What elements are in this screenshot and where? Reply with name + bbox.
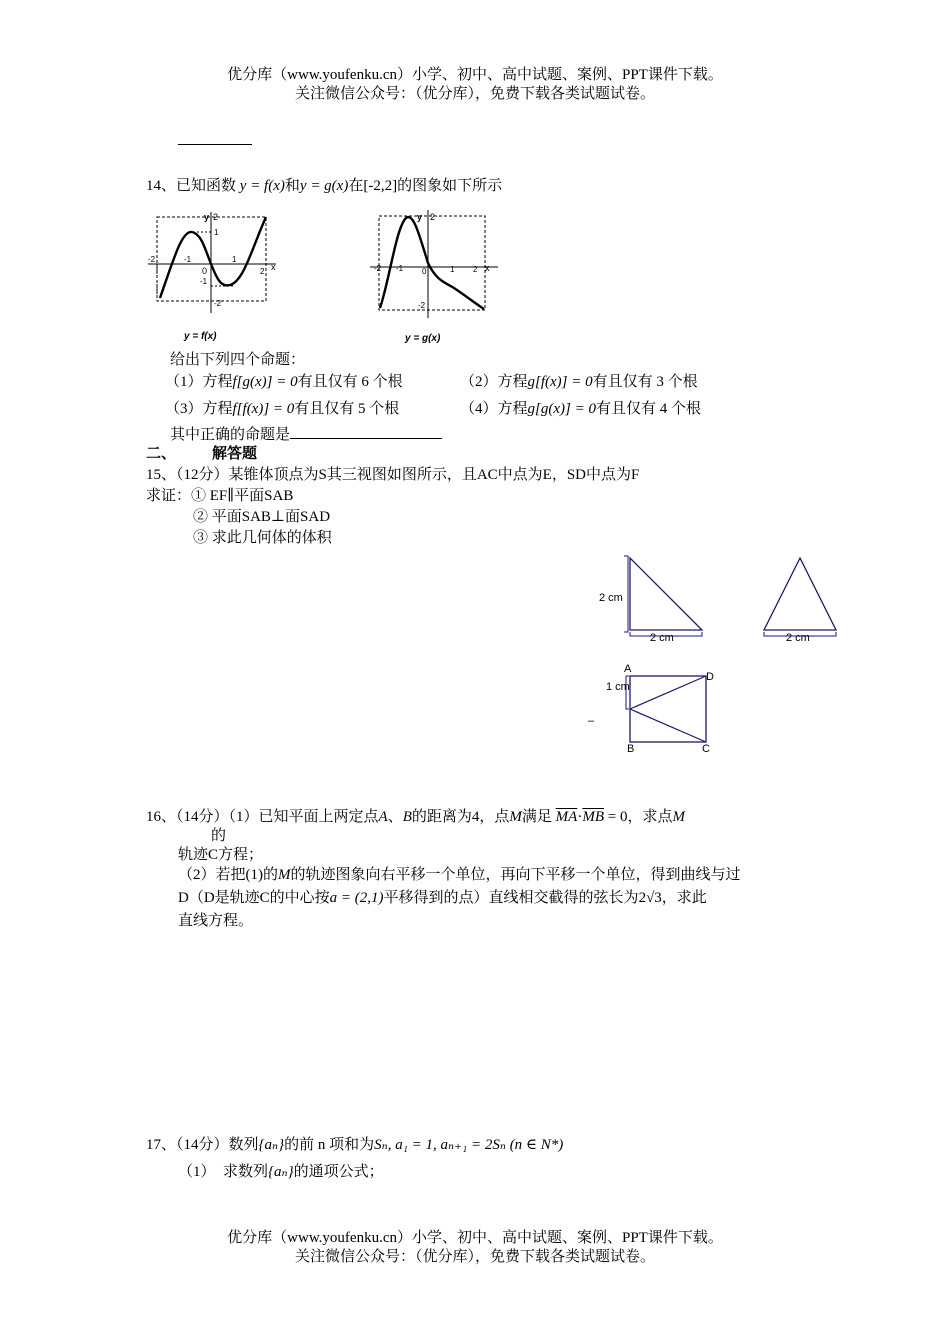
- graph-f-caption: y = f(x): [184, 331, 217, 342]
- top-view-label-a: A: [624, 663, 632, 675]
- section-2-heading: [146, 444, 257, 464]
- q16-line-2: 轨迹C方程；: [178, 847, 264, 863]
- top-view-label-c: C: [702, 743, 710, 755]
- front-view-height-label: 2 cm: [599, 592, 623, 604]
- graph-g-tick-xm1: -1: [396, 264, 404, 273]
- footer-line-2: 关注微信公众号：（优分库），免费下载各类试题试卷。: [294, 1249, 655, 1265]
- q14-prop-1-tail: 有且仅有 6 个根: [297, 374, 403, 390]
- q17-line-2: [178, 1162, 384, 1182]
- q14-prop-4: [460, 399, 701, 419]
- graph-f-tick-ym2: -2: [214, 299, 222, 308]
- top-view-label-d: D: [706, 671, 714, 683]
- top-view-square: [630, 676, 706, 742]
- q16-line-1: [146, 807, 685, 827]
- section-2-num: 二、: [146, 446, 177, 462]
- q16-point-b: B: [402, 809, 412, 825]
- q17-line-2a: （1） 求数列: [178, 1164, 269, 1180]
- graph-g-tick-x2: 2: [473, 265, 478, 274]
- q15-line-2: 求证：① EF∥平面SAB: [146, 488, 294, 504]
- q16-line-3b: 的轨迹图象向右平移一个单位，再向下平移一个单位，得到曲线与过: [290, 867, 741, 883]
- q17-condition: Sₙ, a₁ = 1, aₙ₊₁ = 2Sₙ (n ∈ N*): [374, 1137, 564, 1153]
- q16-line-3: [178, 865, 741, 885]
- q14-prop-2-expr: g[f(x)] = 0: [527, 374, 593, 390]
- q16-line-1a: 16、（14分）（1）已知平面上两定点: [146, 809, 379, 825]
- q16-chord-length: 2√3: [638, 890, 662, 906]
- front-view-width-label: 2 cm: [650, 632, 674, 644]
- q16-point-m: M: [509, 809, 522, 825]
- q14-interval: [-2,2]: [363, 178, 398, 194]
- q16-eq-zero: = 0: [607, 809, 628, 825]
- q14-prop-1-expr: f[g(x)] = 0: [232, 374, 298, 390]
- q17-sequence: {aₙ}: [258, 1137, 285, 1153]
- q14-prop-3-tail: 有且仅有 5 个根: [294, 401, 400, 417]
- graph-g: [366, 208, 506, 344]
- q16-line-1d: ，求点: [627, 809, 673, 825]
- q16-line-4: [178, 888, 707, 908]
- q14-prop-3-label: （3）方程: [165, 401, 233, 417]
- graph-f: [144, 208, 284, 344]
- q16-line-4a: D（D是轨迹C的中心按: [178, 890, 330, 906]
- graph-f-tick-x2: 2: [260, 267, 265, 276]
- q14-stem: [146, 176, 502, 196]
- graph-g-xlabel: x: [485, 263, 490, 273]
- graph-g-caption: y = g(x): [405, 333, 441, 344]
- q16-line-4b: 平移得到的点）直线相交截得的弦长为: [383, 890, 639, 906]
- graph-g-tick-x0: 0: [422, 267, 427, 276]
- top-view-label-b: B: [627, 743, 635, 755]
- q16-vector-ma: $\overline{MA}$: [555, 809, 578, 825]
- q16-vector-a: a = (2,1): [329, 890, 384, 906]
- graph-f-tick-xm2: -2: [148, 255, 156, 264]
- graph-f-tick-x1: 1: [232, 255, 237, 264]
- graph-g-tick-x1: 1: [450, 265, 455, 274]
- q16-de: 的: [211, 828, 227, 844]
- q16-dot: ·: [577, 809, 583, 825]
- graph-f-tick-y2: 2: [213, 212, 219, 222]
- front-view-height-bracket: [624, 556, 628, 632]
- q14-prop-2-tail: 有且仅有 3 个根: [592, 374, 698, 390]
- q15-line-4: ③ 求此几何体的体积: [193, 530, 332, 546]
- q16-vector-mb: $\overline{MB}$: [582, 809, 604, 825]
- three-views-figure: [580, 548, 850, 760]
- graph-g-frame: [379, 216, 485, 310]
- q14-prop-1: [165, 372, 403, 392]
- q16-line-4c: ，求此: [661, 890, 707, 906]
- top-view-line-to-d: [630, 676, 706, 709]
- q14-prop-2-label: （2）方程: [460, 374, 528, 390]
- q16-line-3a: （2）若把(1)的: [178, 867, 278, 883]
- top-view-height-label: 1 cm: [606, 681, 630, 693]
- q14-intro: 给出下列四个命题：: [170, 352, 306, 368]
- q14-prop-1-label: （1）方程: [165, 374, 233, 390]
- header-line-2: 关注微信公众号：（优分库），免费下载各类试题试卷。: [294, 86, 655, 102]
- graph-f-tick-ym1: -1: [200, 277, 208, 286]
- q14-prop-4-expr: g[g(x)] = 0: [527, 401, 596, 417]
- q14-func-f: y = f(x): [239, 178, 285, 194]
- q14-ask-text: 其中正确的命题是: [170, 427, 291, 443]
- q14-and: 和: [284, 178, 300, 194]
- q14-on: 在: [348, 178, 364, 194]
- top-view-line-to-c: [630, 709, 706, 742]
- q14-prop-4-tail: 有且仅有 4 个根: [595, 401, 701, 417]
- q14-stem-b: 的图象如下所示: [397, 178, 503, 194]
- graph-g-tick-ym2: -2: [418, 301, 426, 310]
- q15-line-1: 15、（12分）某锥体顶点为S其三视图如图所示，且AC中点为E，SD中点为F: [146, 467, 640, 483]
- graph-f-tick-x0: 0: [202, 266, 208, 276]
- header-line-1: 优分库（www.youfenku.cn）小学、初中、高中试题、案例、PPT课件下载。: [227, 67, 723, 83]
- q14-answer-blank[interactable]: [290, 424, 442, 439]
- front-view-triangle: [630, 558, 702, 630]
- q16-point-a: A: [378, 809, 388, 825]
- graph-f-tick-xm1: -1: [184, 255, 192, 264]
- graph-f-tick-y1: 1: [214, 228, 219, 237]
- answer-blank-13: [178, 144, 252, 145]
- graph-g-tick-xm2: -2: [374, 264, 382, 273]
- side-view-triangle: [764, 558, 836, 630]
- q17-line-1b: 的前 n 项和为: [284, 1137, 375, 1153]
- side-view-width-label: 2 cm: [786, 632, 810, 644]
- graph-g-tick-y2: 2: [430, 212, 436, 222]
- graph-f-ylabel: y: [204, 212, 210, 222]
- q15-line-3: ② 平面SAB⊥面SAD: [193, 509, 331, 525]
- q14-number: 14、: [146, 178, 177, 194]
- top-view-dash: –: [588, 715, 595, 727]
- q14-func-g: y = g(x): [299, 178, 349, 194]
- q17-line-2b: 的通项公式；: [293, 1164, 384, 1180]
- q17-sequence-2: {aₙ}: [268, 1164, 294, 1180]
- q17-line-1a: 17、（14分）数列: [146, 1137, 259, 1153]
- q16-point-m-3: M: [278, 867, 291, 883]
- q14-ask: [170, 424, 442, 445]
- graph-g-ylabel: y: [417, 212, 423, 222]
- q14-stem-a: 已知函数: [176, 178, 237, 194]
- q14-prop-2: [460, 372, 698, 392]
- q17-line-1: [146, 1135, 563, 1155]
- q16-point-m-2: M: [672, 809, 685, 825]
- section-2-title: 解答题: [212, 446, 258, 462]
- q14-prop-3-expr: f[f(x)] = 0: [232, 401, 295, 417]
- q14-prop-4-label: （4）方程: [460, 401, 528, 417]
- q16-line-5: 直线方程。: [178, 913, 254, 929]
- q16-line-1b: 的距离为4，点: [411, 809, 510, 825]
- footer-line-1: 优分库（www.youfenku.cn）小学、初中、高中试题、案例、PPT课件下载。: [227, 1230, 723, 1246]
- q14-prop-3: [165, 399, 399, 419]
- q16-sep: 、: [387, 809, 403, 825]
- q16-line-1c: 满足: [521, 809, 552, 825]
- graph-f-xlabel: x: [271, 262, 276, 272]
